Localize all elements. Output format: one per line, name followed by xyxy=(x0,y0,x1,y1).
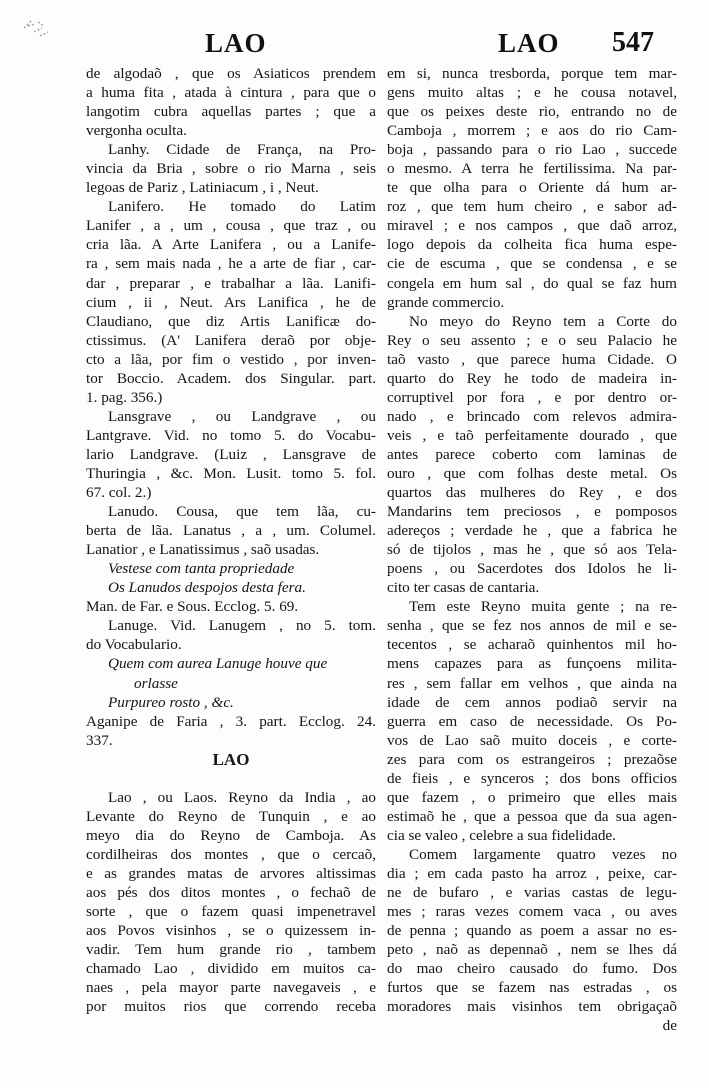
text-line: Aganipe de Faria , 3. part. Ecclog. 24. xyxy=(86,712,376,730)
text-line: Lanudo. Cousa, que tem lãa, cu- xyxy=(108,503,376,521)
text-line: 1. pag. 356.) xyxy=(86,388,163,406)
text-line: ouro , que com folhas deste metal. Os xyxy=(387,464,677,482)
text-line: cia se valeo , celebre a sua fidelidade. xyxy=(387,826,616,844)
text-line: Comem largamente quatro vezes no xyxy=(409,845,677,863)
text-line: 337. xyxy=(86,731,113,749)
text-line: aos pés dos ditos montes , o fechaõ de xyxy=(86,883,376,901)
text-line: Claudiano, que diz Artis Lanificæ do- xyxy=(86,312,376,330)
text-line: te que olha para o Oriente dá hum ar- xyxy=(387,179,677,197)
text-line: nado , e brincado com relevos admira- xyxy=(387,407,677,425)
text-line: mens capazes para as funçoens milita- xyxy=(387,655,677,673)
text-line: chamado Lao , dividido em muitos ca- xyxy=(86,960,376,978)
text-line: cordilheiras dos montes , que o cercaõ, xyxy=(86,845,376,863)
text-line: Os Lanudos despojos desta fera. xyxy=(108,579,306,597)
text-line: Lanuge. Vid. Lanugem , no 5. tom. xyxy=(108,617,376,635)
text-line: quartos das mulheres do Rey , e dos xyxy=(387,484,677,502)
text-line: do Vocabulario. xyxy=(86,636,182,654)
text-line: Camboja , morrem ; e aos do rio Cam- xyxy=(387,122,677,140)
text-line: sorte , que o fazem quasi impenetravel xyxy=(86,903,376,921)
text-line: zes para com os estrangeiros ; prezaõse xyxy=(387,750,677,768)
text-line: roz , que tem hum cheiro , e sabor ad- xyxy=(387,198,677,216)
text-line xyxy=(86,769,376,788)
text-line: e as grandes matas de arvores altissimas xyxy=(86,864,376,882)
text-line: estimaõ he , que a pessoa que da sua agen- xyxy=(387,807,677,825)
text-line: vos de Lao saõ muito doceis , e corte- xyxy=(387,731,677,749)
running-head-left: LAO xyxy=(205,28,267,58)
text-line: Lanhy. Cidade de França, na Pro- xyxy=(108,141,376,159)
text-line: ra , sem mais nada , he a arte de fiar , car- xyxy=(86,255,376,273)
text-line: orlasse xyxy=(134,674,178,692)
text-line: de algodaõ , que os Asiaticos prendem xyxy=(86,65,376,82)
text-line: res , sem fallar em velhos , que ainda na xyxy=(387,674,677,692)
text-line: Lanifero. He tomado do Latim xyxy=(108,198,376,216)
text-line: logo depois da colheita fica huma espe- xyxy=(387,236,677,254)
text-line: que os peixes deste rio, entrando no de xyxy=(387,103,677,121)
text-line: Lao , ou Laos. Reyno da India , ao xyxy=(108,788,376,806)
text-line: mes ; raras vezes comem vaca , ou aves xyxy=(387,903,677,921)
text-line: Purpureo rosto , &c. xyxy=(108,693,234,711)
text-line: veis , e taõ perfeitamente dourado , que xyxy=(387,426,677,444)
text-line: No meyo do Reyno tem a Corte do xyxy=(409,312,677,330)
text-line: tecentos , se acharaõ quinhentos mil ho- xyxy=(387,636,677,654)
text-line: miravel ; e nos campos , que daõ arroz, xyxy=(387,217,677,235)
text-line: Tem este Reyno muita gente ; na re- xyxy=(409,598,677,616)
text-line: guerra em caso de necessidade. Os Po- xyxy=(387,712,677,730)
ink-smudge-mark xyxy=(22,14,52,42)
text-line: do mao cheiro causado do fumo. Dos xyxy=(387,960,677,978)
right-text-column xyxy=(387,64,677,1035)
text-line: em si, nunca tresborda, porque tem mar- xyxy=(387,65,677,82)
text-line: dia ; em cada pasto ha arroz , peixe, car- xyxy=(387,864,677,882)
text-line: só de tijolos , mas he , que só aos Tela- xyxy=(387,541,677,559)
text-line: boja , passando para o rio Lao , succede xyxy=(387,141,677,159)
text-line: Thuringia , &c. Mon. Lusit. tomo 5. fol. xyxy=(86,464,376,482)
text-line: Lantgrave. Vid. no tomo 5. do Vocabu- xyxy=(86,426,376,444)
text-line: antes parece coberto com laminas de xyxy=(387,445,677,463)
text-line: de xyxy=(662,1017,677,1035)
text-line: moradores mais visinhos tem obrigaçaõ xyxy=(387,998,677,1016)
text-line: berta de lãa. Lanatus , a , um. Columel. xyxy=(86,522,376,540)
text-line: cria lãa. A Arte Lanifera , ou a Lanife- xyxy=(86,236,376,254)
text-line: a huma fita , atada à cintura , para que o xyxy=(86,84,376,102)
running-head-right: LAO xyxy=(498,28,560,58)
text-line: cito ter casas de cantaria. xyxy=(387,579,540,597)
text-line: Rey o seu assento ; e o seu Palacio he xyxy=(387,331,677,349)
text-line: Mandarins tem preciosos , e pomposos xyxy=(387,503,677,521)
text-line: Man. de Far. e Sous. Ecclog. 5. 69. xyxy=(86,598,299,616)
text-line: senha , que se fez nos annos de mil e se- xyxy=(387,617,677,635)
text-line: langotim cubra aquellas partes ; que a xyxy=(86,103,376,121)
text-line: Quem com aurea Lanuge houve que xyxy=(108,655,328,673)
text-line: idade de cem annos podiaõ servir na xyxy=(387,693,677,711)
text-line: tor Boccio. Academ. dos Singular. part. xyxy=(86,369,376,387)
text-line: ctissimus. (A' Lanifera deraõ por obje- xyxy=(86,331,376,349)
text-line: congela em hum sal , do qual se faz hum xyxy=(387,274,677,292)
text-line: dar , preparar , e trabalhar a lãa. Lanifi- xyxy=(86,274,376,292)
text-line: Vestese com tanta propriedade xyxy=(108,560,295,578)
text-line: vergonha oculta. xyxy=(86,122,187,140)
text-line: gens muito altas ; e he cousa notavel, xyxy=(387,84,677,102)
text-line: de fieis , e synceros ; dos bons officios xyxy=(387,769,677,787)
text-line: vadir. Tem hum grande rio , tambem xyxy=(86,941,376,959)
text-line: cto a lãa, por fim o vestido , por inven- xyxy=(86,350,376,368)
text-line: Lansgrave , ou Landgrave , ou xyxy=(108,407,376,425)
text-line: peto , naõ as depennaõ , nem se lhes dá xyxy=(387,941,677,959)
text-line: quarto do Rey he todo de madeira in- xyxy=(387,369,677,387)
text-line: adereços ; verdade he , que a fabrica he xyxy=(387,522,677,540)
text-line: LAO xyxy=(212,749,250,769)
text-line: por muitos rios que correndo receba xyxy=(86,998,376,1016)
text-line: ne de bufaro , e varias castas de legu- xyxy=(387,884,677,902)
text-line: 67. col. 2.) xyxy=(86,484,152,502)
text-line: grande commercio. xyxy=(387,293,505,311)
text-line: naes , pela mayor parte navegaveis , e xyxy=(86,979,376,997)
text-line: Lanifer , a , um , cousa , que traz , ou xyxy=(86,217,376,235)
text-line: meyo dia do Reyno de Camboja. As xyxy=(86,826,376,844)
text-line: poens , ou Sacerdotes dos Idolos he li- xyxy=(387,560,677,578)
text-line: de penna ; quando as poem a assar no es- xyxy=(387,922,677,940)
text-line: cie de escuma , que se condensa , e se xyxy=(387,255,677,273)
text-line: corruptivel por fora , e por dentro or- xyxy=(387,388,677,406)
text-line: o mesmo. A terra he fertilissima. Na par- xyxy=(387,160,677,178)
page-number: 547 xyxy=(612,27,654,58)
text-line: vincia da Bria , sobre o rio Marna , seis xyxy=(86,160,376,178)
text-line: Lanatior , e Lanatissimus , saõ usadas. xyxy=(86,541,320,559)
text-line: legoas de Pariz , Latiniacum , i , Neut. xyxy=(86,179,319,197)
text-line: cium , ii , Neut. Ars Lanifica , he de xyxy=(86,293,376,311)
text-line: taõ vasto , que parece huma Cidade. O xyxy=(387,350,677,368)
text-line: lario Landgrave. (Luiz , Lansgrave de xyxy=(86,445,376,463)
text-line: que fazem , o primeiro que elles mais xyxy=(387,788,677,806)
text-line: Levante do Reyno de Tunquin , e ao xyxy=(86,807,376,825)
text-line: aos Povos visinhos , se o quizessem in- xyxy=(86,922,376,940)
left-text-column xyxy=(86,64,376,1016)
text-line: furtos que se fazem nas estradas , os xyxy=(387,979,677,997)
